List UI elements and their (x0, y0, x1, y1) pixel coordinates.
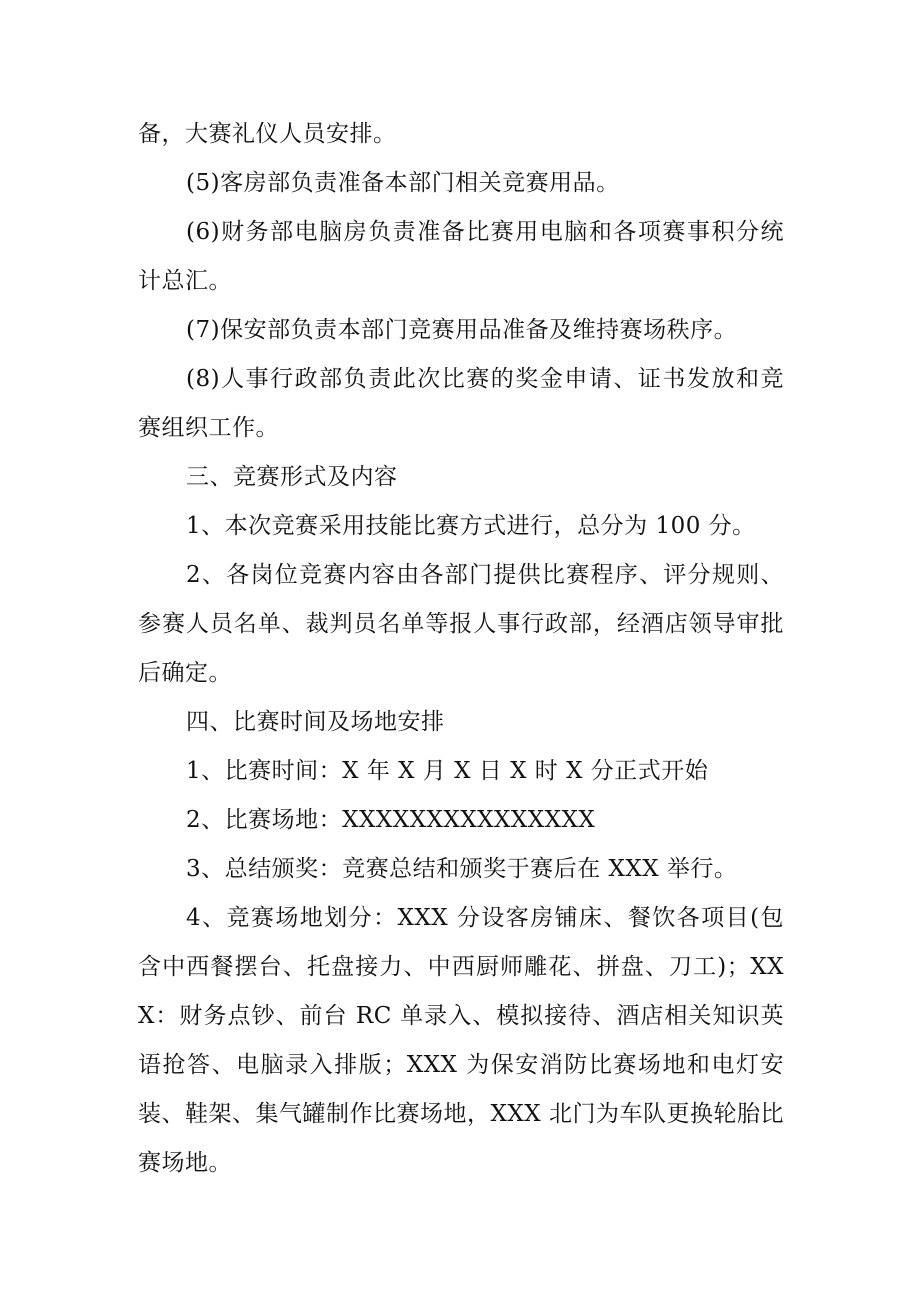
paragraph-4-3: 3、总结颁奖：竞赛总结和颁奖于赛后在 XXX 举行。 (186, 856, 738, 882)
paragraph-4-4: 4、竞赛场地划分：XXX 分设客房铺床、餐饮各项目(包含中西餐摆台、托盘接力、中西厨师雕花、拼盘、刀工)；XXX：财务点钞、前台 RC 单录入、模拟接待、酒店相关知识英语抢答、电脑录入排版；XXX 为保安消防比赛场地和电灯安装、鞋架、集气罐制作比赛场地，XXX 北门为车队更换轮胎比赛场地。 (138, 905, 784, 1176)
paragraph-3-1: 1、本次竞赛采用技能比赛方式进行，总分为 100 分。 (186, 513, 756, 539)
paragraph-continuation: 备，大赛礼仪人员安排。 (138, 121, 397, 147)
paragraph-item-7: (7)保安部负责本部门竞赛用品准备及维持赛场秩序。 (186, 317, 738, 343)
paragraph-4-2: 2、比赛场地：XXXXXXXXXXXXXXX (186, 807, 596, 833)
section-heading-4: 四、比赛时间及场地安排 (186, 709, 445, 735)
section-heading-3: 三、竞赛形式及内容 (186, 464, 398, 490)
paragraph-item-8: (8)人事行政部负责此次比赛的奖金申请、证书发放和竞赛组织工作。 (138, 366, 784, 441)
paragraph-item-5: (5)客房部负责准备本部门相关竞赛用品。 (186, 170, 620, 196)
document-body (138, 110, 784, 1188)
paragraph-3-2: 2、各岗位竞赛内容由各部门提供比赛程序、评分规则、参赛人员名单、裁判员名单等报人事行政部，经酒店领导审批后确定。 (138, 562, 784, 686)
paragraph-item-6: (6)财务部电脑房负责准备比赛用电脑和各项赛事积分统计总汇。 (138, 219, 784, 294)
paragraph-4-1: 1、比赛时间：X 年 X 月 X 日 X 时 X 分正式开始 (186, 758, 709, 784)
